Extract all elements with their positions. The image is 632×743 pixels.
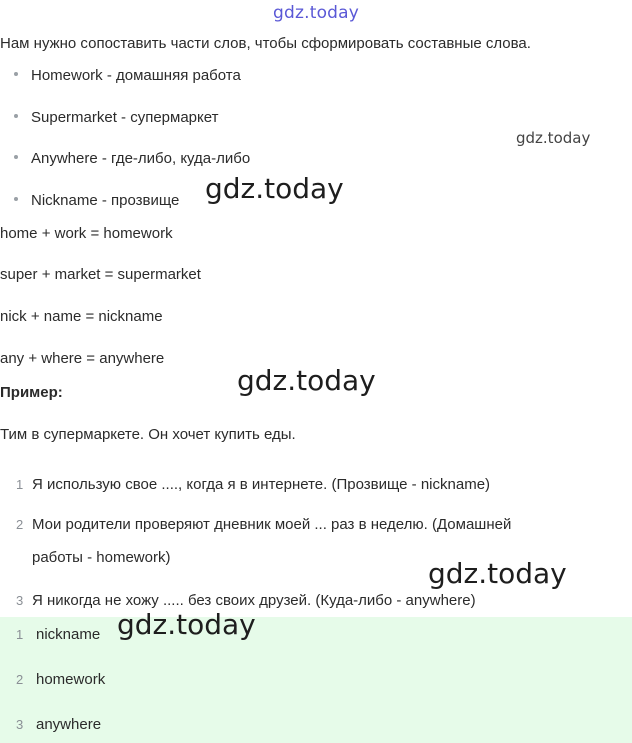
bullet-dot-icon xyxy=(14,197,18,201)
answer-number: 1 xyxy=(16,627,24,642)
equation-line: nick + name = nickname xyxy=(0,308,163,325)
bullet-text: Supermarket - супермаркет xyxy=(31,109,219,126)
equation-line: home + work = homework xyxy=(0,225,173,242)
watermark: gdz.today xyxy=(117,608,256,641)
example-label: Пример: xyxy=(0,384,63,401)
bullet-text: Homework - домашняя работа xyxy=(31,67,241,84)
sentence-number: 2 xyxy=(16,517,24,532)
sentence-number: 3 xyxy=(16,593,24,608)
answer-item xyxy=(16,626,100,643)
intro-text: Нам нужно сопоставить части слов, чтобы сформировать составные слова. xyxy=(0,35,531,52)
answer-item xyxy=(16,671,105,688)
bullet-dot-icon xyxy=(14,114,18,118)
bullet-item xyxy=(14,192,179,209)
bullet-text: Nickname - прозвище xyxy=(31,192,180,209)
bullet-item xyxy=(14,109,218,126)
sentence-text: Я использую свое ...., когда я в интернете. (Прозвище - nickname) xyxy=(32,476,491,493)
sentence-text: Я никогда не хожу ..... без своих друзей. (Куда-либо - anywhere) xyxy=(32,592,476,609)
sentence-item xyxy=(16,516,511,533)
equation-line: any + where = anywhere xyxy=(0,350,165,367)
site-watermark-top: gdz.today xyxy=(273,3,360,23)
example-text: Тим в супермаркете. Он хочет купить еды. xyxy=(0,426,296,443)
answer-item xyxy=(16,716,101,733)
sentence-text: Мои родители проверяют дневник моей ... раз в неделю. (Домашней xyxy=(32,516,512,533)
answer-text: homework xyxy=(36,671,106,688)
watermark: gdz.today xyxy=(205,172,344,205)
sentence-item xyxy=(16,592,476,609)
bullet-item xyxy=(14,150,250,167)
equation-line: super + market = supermarket xyxy=(0,266,201,283)
sentence-item xyxy=(16,476,490,493)
watermark-small: gdz.today xyxy=(516,129,591,147)
answer-text: anywhere xyxy=(36,716,102,733)
bullet-dot-icon xyxy=(14,155,18,159)
answer-text: nickname xyxy=(36,626,101,643)
bullet-dot-icon xyxy=(14,72,18,76)
sentence-number: 1 xyxy=(16,477,24,492)
answer-number: 2 xyxy=(16,672,24,687)
watermark: gdz.today xyxy=(237,364,376,397)
sentence-text-continued: работы - homework) xyxy=(32,549,171,566)
bullet-item xyxy=(14,67,241,84)
answer-number: 3 xyxy=(16,717,24,732)
watermark: gdz.today xyxy=(428,557,567,590)
bullet-text: Anywhere - где-либо, куда-либо xyxy=(31,150,251,167)
